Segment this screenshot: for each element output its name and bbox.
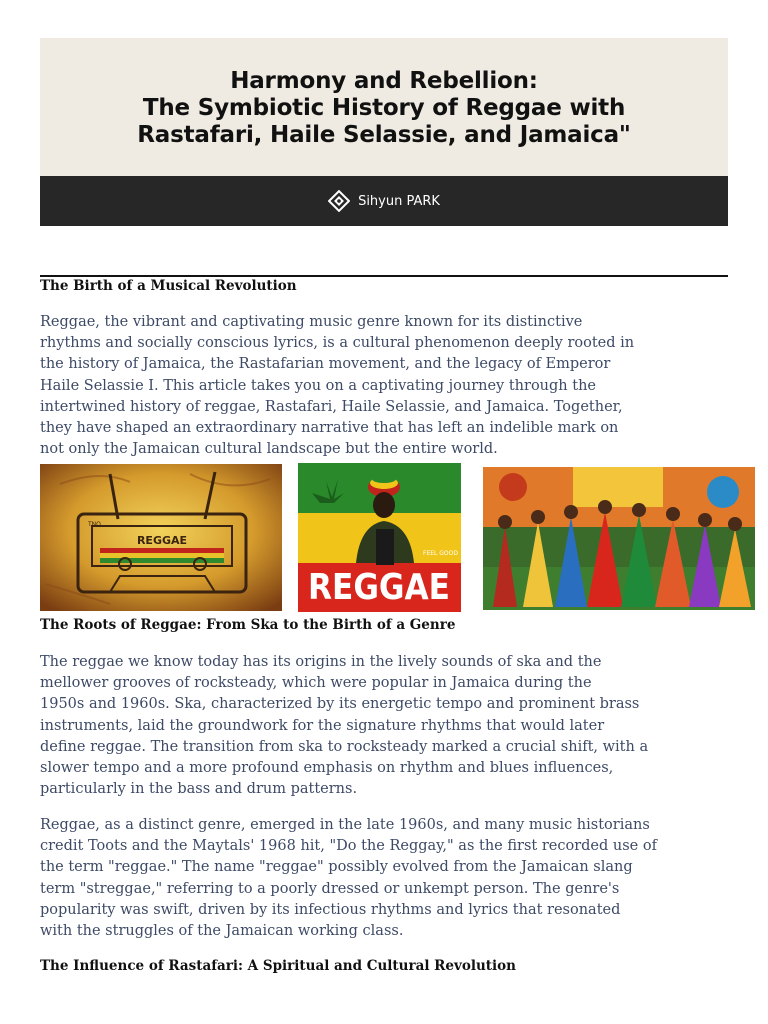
author-band: [40, 176, 728, 226]
text-line: rhythms and socially conscious lyrics, is a cultural phenomenon deeply rooted in: [40, 335, 635, 352]
section-heading-birth: The Birth of a Musical Revolution: [40, 278, 297, 294]
title-band: [40, 38, 728, 176]
title-line-1: Harmony and Rebellion:: [230, 68, 538, 94]
section-heading-rastafari: The Influence of Rastafari: A Spiritual and Cultural Revolution: [40, 958, 516, 974]
text-line: Haile Selassie I. This article takes you on a captivating journey through the: [40, 377, 596, 394]
paragraph-roots-1: [40, 652, 730, 800]
text-line: not only the Jamaican cultural landscape but the entire world.: [40, 441, 498, 458]
text-line: popularity was swift, driven by its infectious rhythms and lyrics that resonated: [40, 901, 621, 918]
section-divider: [40, 275, 728, 277]
reggae-poster-image: [298, 463, 461, 612]
title-line-2: The Symbiotic History of Reggae with: [142, 95, 626, 121]
text-line: Reggae, as a distinct genre, emerged in the late 1960s, and many music historians: [40, 817, 650, 833]
text-line: define reggae. The transition from ska to rocksteady marked a crucial shift, with a: [40, 738, 649, 755]
text-line: with the struggles of the Jamaican working class.: [40, 923, 404, 940]
text-line: The reggae we know today has its origins in the lively sounds of ska and the: [40, 654, 602, 670]
cassette-brand: TNQ: [88, 521, 101, 528]
text-line: slower tempo and a more profound emphasis on rhythm and blues influences,: [40, 760, 614, 777]
dancers-painting-image: [483, 467, 755, 610]
poster-tagline: FEEL GOOD: [423, 550, 458, 557]
cassette-image: [40, 464, 282, 611]
text-line: 1950s and 1960s. Ska, characterized by its energetic tempo and prominent brass: [40, 696, 640, 713]
text-line: Reggae, the vibrant and captivating music genre known for its distinctive: [40, 314, 583, 330]
text-line: term "streggae," referring to a poorly dressed or unkempt person. The genre's: [40, 880, 620, 897]
author-logo-icon: [328, 190, 350, 212]
text-line: they have shaped an extraordinary narrative that has left an indelible mark on: [40, 420, 619, 437]
text-line: intertwined history of reggae, Rastafari, Haile Selassie, and Jamaica. Together,: [40, 398, 623, 415]
text-line: the history of Jamaica, the Rastafarian movement, and the legacy of Emperor: [40, 356, 611, 373]
text-line: credit Toots and the Maytals' 1968 hit, "Do the Reggay," as the first recorded use of: [40, 838, 657, 855]
paragraph-roots-2: [40, 815, 730, 942]
author-name: Sihyun PARK: [358, 193, 440, 209]
text-line: mellower grooves of rocksteady, which were popular in Jamaica during the: [40, 675, 592, 692]
cassette-label: REGGAE: [136, 534, 188, 547]
paragraph-birth: [40, 312, 730, 460]
text-line: the term "reggae." The name "reggae" possibly evolved from the Jamaican slang: [40, 859, 633, 876]
text-line: instruments, laid the groundwork for the signature rhythms that would later: [40, 717, 605, 734]
section-heading-roots: The Roots of Reggae: From Ska to the Birth of a Genre: [40, 617, 456, 633]
title-line-3: Rastafari, Haile Selassie, and Jamaica": [137, 122, 631, 148]
poster-title: REGGAE: [308, 567, 450, 608]
text-line: particularly in the bass and drum patterns.: [40, 781, 358, 798]
